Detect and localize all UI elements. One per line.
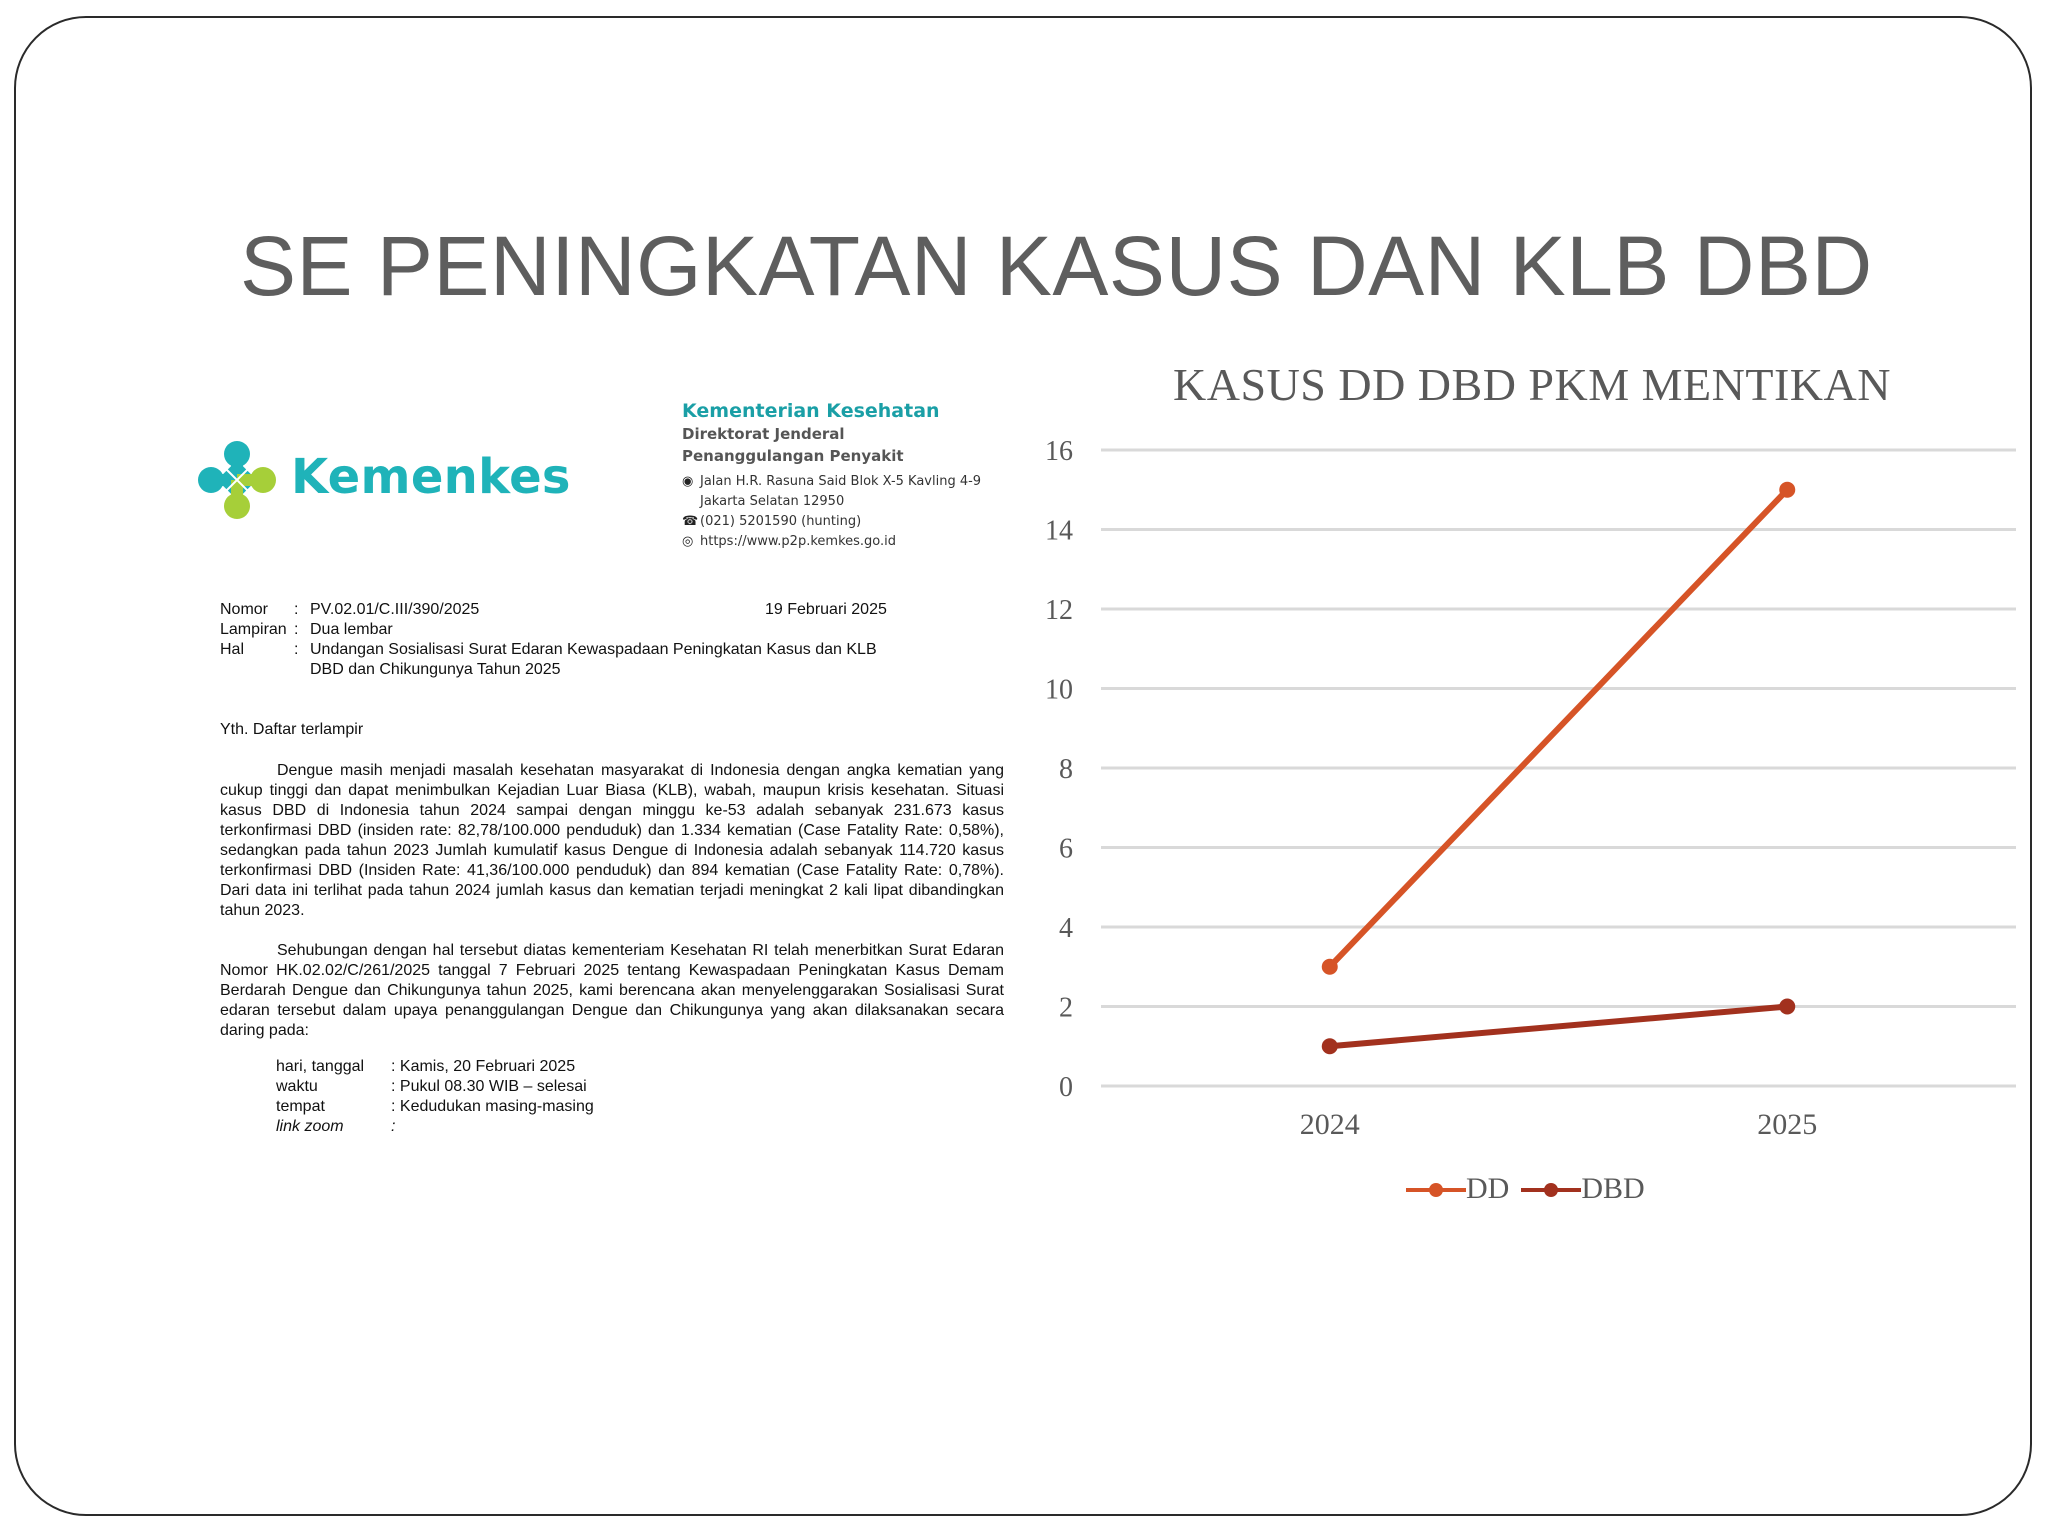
- letter-date: 19 Februari 2025: [765, 601, 887, 618]
- x-tick-label: 2024: [1299, 1108, 1360, 1141]
- legend-label-dbd: DBD: [1581, 1172, 1645, 1205]
- data-point-dbd: [1322, 1038, 1338, 1054]
- y-tick-label: 10: [1045, 674, 1073, 706]
- slide-title: SE PENINGKATAN KASUS DAN KLB DBD: [240, 219, 1873, 313]
- y-tick-label: 8: [1059, 754, 1073, 785]
- data-point-dbd: [1779, 999, 1795, 1015]
- paragraph-1: Dengue masih menjadi masalah kesehatan masyarakat di Indonesia dengan angka kematian yang cukup tinggi dan dapat menimbulkan Kejadian Luar Biasa (KLB), wabah, maupun krisis kesehatan. Situasi kasus DBD di Indonesia tahun 2024 sampai dengan minggu ke-53 adalah sebanyak 231.673 kasus terkonfirmasi DBD (insiden rate: 82,78/100.000 penduduk) dan 1.334 kematian (Case Fatality Rate: 0,58%), sedangkan pada tahun 2023 Jumlah kumulatif kasus Dengue di Indonesia adalah sebanyak 114.720 kasus terkonfirmasi DBD (Insiden Rate: 41,36/100.000 penduduk) dan 894 kematian (Case Fatality Rate: 0,78%). Dari data ini terlihat pada tahun 2024 jumlah kasus dan kematian terjadi meningkat 2 kali lipat dibandingkan tahun 2023.: [220, 762, 1004, 919]
- lampiran-label: Lampiran: [220, 621, 287, 638]
- paragraph-2: Sehubungan dengan hal tersebut diatas kementeriam Kesehatan RI telah menerbitkan Surat Edaran Nomor HK.02.02/C/261/2025 tanggal 7 Februari 2025 tentang Kewaspadaan Peningkatan Kasus Demam Berdarah Dengue dan Chikungunya tahun 2025, kami berencana akan menyelenggarakan Sosialisasi Surat edaran tersebut dalam upaya penanggulangan Dengue dan Chikungunya yang akan dilaksanakan secara daring pada:: [220, 942, 1004, 1039]
- schedule-key: link zoom: [276, 1118, 344, 1133]
- legend-swatch-dd: [1406, 1174, 1466, 1204]
- data-point-dd: [1779, 482, 1795, 498]
- line-chart: [1026, 418, 2026, 1158]
- nomor-label: Nomor: [220, 601, 269, 618]
- letter-document: [192, 393, 1012, 1133]
- legend-item-dd: [1406, 1172, 1509, 1206]
- y-tick-label: 2: [1059, 992, 1073, 1024]
- schedule-value: : Pukul 08.30 WIB – selesai: [391, 1078, 587, 1095]
- website-link: https://www.p2p.kemkes.go.id: [700, 534, 897, 549]
- schedule-key: hari, tanggal: [276, 1058, 365, 1075]
- schedule-value: : Kedudukan masing-masing: [391, 1098, 594, 1115]
- nomor-value: PV.02.01/C.III/390/2025: [310, 601, 480, 618]
- org-name: Kementerian Kesehatan: [682, 400, 940, 422]
- letter-meta: Nomor : PV.02.01/C.III/390/2025 19 Februari 2025 Lampiran : Dua lembar Hal : Undangan Sosialisasi Surat Edaran Kewaspadaan Peningkatan Kasus dan KLB DBD dan Chikungunya Tahun 2025: [220, 600, 1012, 680]
- logo-text: Kemenkes: [291, 449, 571, 505]
- slide-frame: [14, 16, 2032, 1516]
- data-point-dd: [1322, 959, 1338, 975]
- y-tick-label: 0: [1059, 1072, 1073, 1103]
- chart-legend: [1406, 1172, 1657, 1206]
- series-line-dbd: [1330, 1007, 1788, 1047]
- phone-number: (021) 5201590 (hunting): [700, 514, 862, 529]
- schedule-value: : Kamis, 20 Februari 2025: [391, 1058, 576, 1075]
- y-tick-label: 6: [1059, 833, 1073, 865]
- hal-value-2: DBD dan Chikungunya Tahun 2025: [310, 661, 561, 678]
- legend-item-dbd: [1521, 1172, 1644, 1206]
- series-line-dd: [1330, 490, 1788, 967]
- schedule-list: [276, 1057, 594, 1133]
- y-tick-label: 14: [1045, 515, 1073, 547]
- location-pin-icon: ◉: [682, 474, 694, 489]
- phone-icon: ☎: [682, 514, 699, 529]
- hal-label: Hal: [220, 641, 245, 658]
- legend-label-dd: DD: [1466, 1172, 1510, 1205]
- org-sub-1: Direktorat Jenderal: [682, 425, 845, 443]
- schedule-value: :: [391, 1118, 396, 1133]
- globe-icon: ◎: [682, 534, 694, 549]
- address-line-2: Jakarta Selatan 12950: [700, 494, 845, 509]
- lampiran-value: Dua lembar: [310, 621, 393, 638]
- schedule-key: waktu: [276, 1078, 318, 1095]
- letterhead-org: [682, 399, 1012, 551]
- y-tick-label: 12: [1045, 595, 1073, 626]
- x-tick-label: 2025: [1757, 1108, 1818, 1141]
- org-sub-2: Penanggulangan Penyakit: [682, 447, 904, 465]
- chart-title: KASUS DD DBD PKM MENTIKAN: [1173, 359, 1891, 410]
- address-line-1: Jalan H.R. Rasuna Said Blok X-5 Kavling 4-9: [700, 474, 982, 489]
- hal-value-1: Undangan Sosialisasi Surat Edaran Kewaspadaan Peningkatan Kasus dan KLB: [310, 641, 877, 658]
- y-tick-label: 16: [1045, 436, 1073, 467]
- salutation: Yth. Daftar terlampir: [220, 721, 364, 738]
- y-tick-label: 4: [1059, 913, 1073, 944]
- schedule-key: tempat: [276, 1098, 325, 1115]
- legend-swatch-dbd: [1521, 1174, 1581, 1204]
